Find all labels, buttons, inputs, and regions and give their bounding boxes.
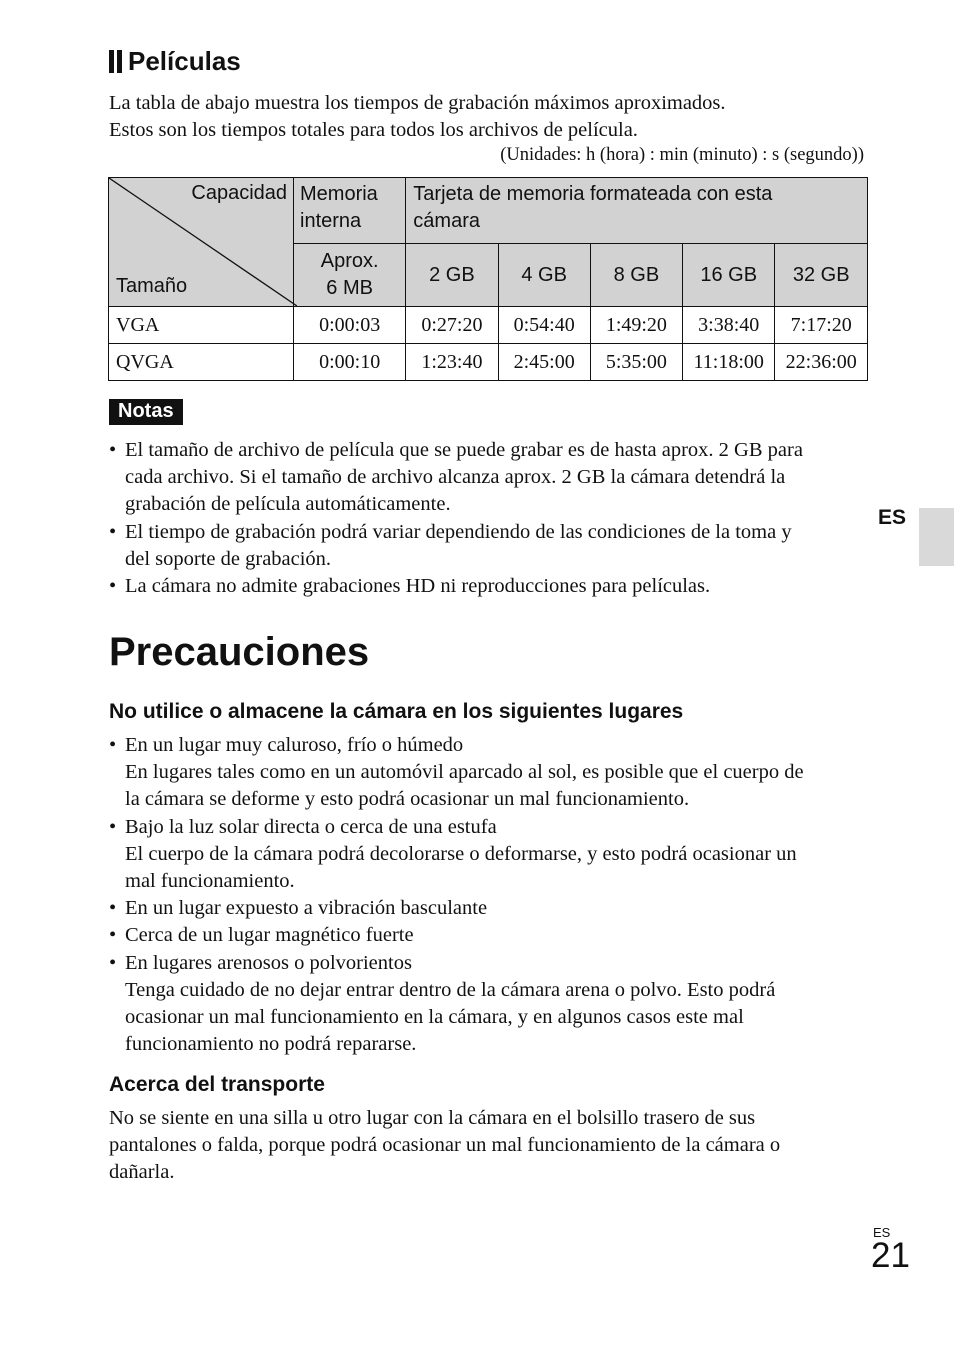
- row-label: QVGA: [109, 344, 294, 381]
- table-corner-cell: [109, 178, 294, 307]
- transport-paragraph: [109, 1105, 869, 1186]
- table-row: [109, 344, 868, 381]
- units-note: (Unidades: h (hora) : min (minuto) : s (segundo)): [500, 145, 864, 165]
- header-line: cámara: [413, 210, 480, 232]
- list-line: • Cerca de un lugar magnético fuerte: [125, 924, 414, 947]
- capacity-header: 32 GB: [775, 244, 868, 307]
- list-line: grabación de película automáticamente.: [125, 493, 451, 516]
- paragraph-line: dañarla.: [109, 1161, 175, 1183]
- intro-line: Estos son los tiempos totales para todos los archivos de película.: [109, 119, 638, 141]
- heading-marker-icon: [109, 50, 122, 73]
- page-title: Precauciones: [109, 630, 370, 674]
- capacity-header: 16 GB: [683, 244, 775, 307]
- corner-size-label: Tamaño: [116, 275, 188, 297]
- capacity-header: 4 GB: [498, 244, 590, 307]
- list-line: • El tamaño de archivo de película que se puede grabar es de hasta aprox. 2 GB para: [125, 439, 803, 461]
- internal-memory-header: [294, 178, 406, 244]
- row-label: VGA: [109, 307, 294, 344]
- corner-capacity-label: Capacidad: [191, 182, 287, 204]
- list-line: • En lugares arenosos o polvorientos: [125, 951, 412, 974]
- side-tab-marker: [919, 508, 954, 566]
- table-cell: 0:27:20: [406, 307, 498, 344]
- list-item: [109, 437, 869, 519]
- internal-capacity-cell: [294, 244, 406, 307]
- table-cell: 22:36:00: [775, 344, 868, 381]
- list-line: • En un lugar expuesto a vibración basculante: [125, 897, 488, 920]
- list-item: [109, 519, 869, 573]
- paragraph-line: pantalones o falda, porque podrá ocasionar un mal funcionamiento de la cámara o: [109, 1134, 781, 1156]
- capacity-header: 8 GB: [590, 244, 682, 307]
- list-line: la cámara se deforme y esto podrá ocasionar un mal funcionamiento.: [125, 788, 690, 811]
- table-cell: 5:35:00: [590, 344, 682, 381]
- table-cell: 1:23:40: [406, 344, 498, 381]
- table-cell: 0:00:03: [294, 307, 406, 344]
- subheading-locations: No utilice o almacene la cámara en los siguientes lugares: [109, 700, 684, 723]
- section-heading-peliculas: [109, 46, 241, 77]
- intro-line: La tabla de abajo muestra los tiempos de grabación máximos aproximados.: [109, 92, 726, 114]
- list-line: Tenga cuidado de no dejar entrar dentro de la cámara arena o polvo. Esto podrá: [125, 978, 776, 1001]
- capacity-line: Aprox.: [320, 250, 379, 272]
- list-item: [109, 922, 869, 949]
- list-line: mal funcionamiento.: [125, 870, 295, 893]
- table-cell: 2:45:00: [498, 344, 590, 381]
- subheading-transport: Acerca del transporte: [109, 1073, 325, 1096]
- list-line: • En un lugar muy caluroso, frío o húmedo: [125, 734, 464, 756]
- list-line: • Bajo la luz solar directa o cerca de una estufa: [125, 815, 497, 838]
- list-item: [109, 895, 869, 922]
- header-line: Memoria: [300, 183, 378, 205]
- list-line: En lugares tales como en un automóvil aparcado al sol, es posible que el cuerpo de: [125, 761, 804, 784]
- paragraph-line: No se siente en una silla u otro lugar con la cámara en el bolsillo trasero de sus: [109, 1107, 756, 1129]
- list-line: • El tiempo de grabación podrá variar dependiendo de las condiciones de la toma y: [125, 520, 792, 543]
- page-language-code: ES: [873, 1225, 891, 1240]
- list-line: funcionamiento no podrá repararse.: [125, 1033, 417, 1056]
- table-cell: 0:00:10: [294, 344, 406, 381]
- language-side-label: ES: [878, 506, 907, 529]
- list-line: ocasionar un mal funcionamiento en la cámara, y en algunos casos este mal: [125, 1006, 744, 1029]
- memory-card-header: [406, 178, 868, 244]
- list-line: cada archivo. Si el tamaño de archivo alcanza aprox. 2 GB la cámara detendrá la: [125, 466, 786, 489]
- table-cell: 3:38:40: [683, 307, 775, 344]
- precautions-list: [109, 732, 869, 1058]
- list-item: [109, 814, 869, 896]
- header-line: Tarjeta de memoria formateada con esta: [413, 183, 773, 205]
- page-number: 21: [871, 1236, 910, 1275]
- notes-list: [109, 437, 869, 600]
- capacity-header: 2 GB: [406, 244, 498, 307]
- table-row: [109, 307, 868, 344]
- list-item: [109, 573, 869, 600]
- notes-badge: Notas: [109, 399, 183, 425]
- list-line: El cuerpo de la cámara podrá decolorarse o deformarse, y esto podrá ocasionar un: [125, 842, 797, 865]
- section-title: Películas: [128, 46, 241, 76]
- table-cell: 1:49:20: [590, 307, 682, 344]
- recording-time-table: [108, 177, 868, 381]
- table-cell: 11:18:00: [683, 344, 775, 381]
- header-line: interna: [300, 210, 362, 232]
- table-cell: 0:54:40: [498, 307, 590, 344]
- list-item: [109, 950, 869, 1059]
- intro-paragraph: [109, 90, 869, 144]
- list-line: del soporte de grabación.: [125, 547, 332, 570]
- capacity-line: 6 MB: [326, 277, 373, 299]
- list-line: • La cámara no admite grabaciones HD ni reproducciones para películas.: [125, 575, 711, 598]
- list-item: [109, 732, 869, 814]
- table-cell: 7:17:20: [775, 307, 868, 344]
